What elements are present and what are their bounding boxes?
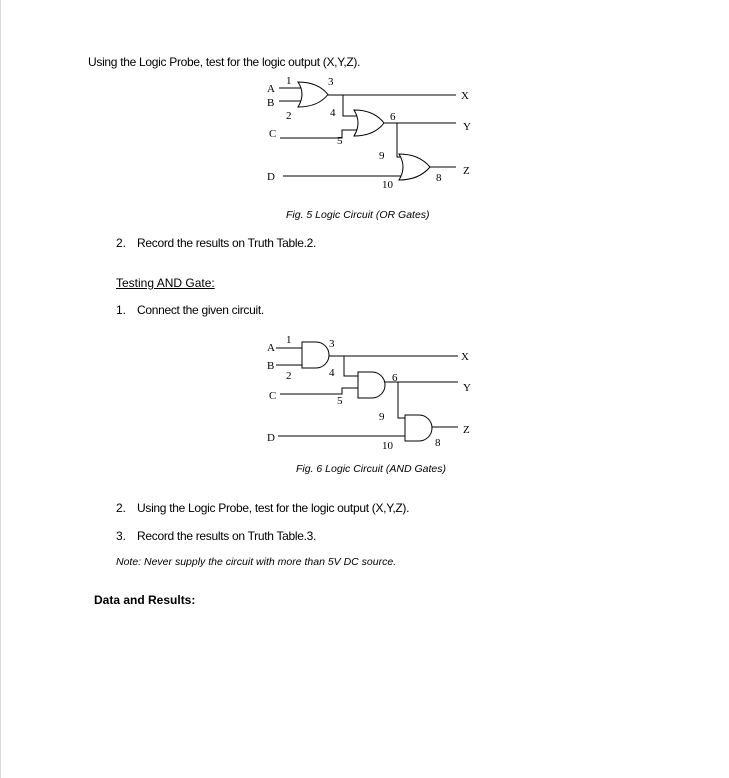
fig6-pin-8: 8 — [435, 437, 441, 449]
fig5-pin-9: 9 — [379, 150, 385, 162]
fig6-input-a: A — [267, 342, 275, 354]
fig5-or-gate-1 — [298, 82, 328, 107]
fig5-pin-6: 6 — [390, 111, 396, 123]
fig5-caption: Fig. 5 Logic Circuit (OR Gates) — [286, 209, 430, 221]
fig6-caption: Fig. 6 Logic Circuit (AND Gates) — [296, 463, 446, 475]
fig5-input-c: C — [269, 128, 277, 140]
safety-note: Note: Never supply the circuit with more than 5V DC source. — [116, 556, 397, 568]
fig5-pin-4: 4 — [330, 107, 336, 119]
fig6-output-x: X — [461, 351, 469, 363]
step-record-or-num: 2. — [116, 236, 127, 250]
fig6-pin-1: 1 — [286, 334, 292, 346]
fig5-output-x: X — [461, 90, 469, 102]
fig6-and-gate-3 — [405, 415, 432, 441]
fig5-pin-2: 2 — [286, 110, 292, 122]
fig6-pin-2: 2 — [286, 370, 292, 382]
fig6-pin-3: 3 — [329, 338, 335, 350]
fig5-input-a: A — [267, 83, 275, 95]
data-and-results-heading: Data and Results: — [94, 593, 196, 607]
fig6-output-y: Y — [463, 382, 471, 394]
fig6-input-d: D — [267, 432, 275, 444]
fig6-pin-5: 5 — [337, 395, 343, 407]
fig5-output-z: Z — [463, 165, 470, 177]
fig5-input-b: B — [267, 97, 275, 109]
fig5-pin-8: 8 — [436, 172, 442, 184]
step-record-and-num: 3. — [116, 529, 127, 543]
fig5-pin-3: 3 — [328, 76, 334, 88]
fig5-or-circuit — [260, 70, 480, 195]
step-probe-and-num: 2. — [116, 501, 127, 515]
fig6-input-b: B — [267, 360, 275, 372]
fig5-input-d: D — [267, 171, 275, 183]
fig5-pin-1: 1 — [286, 75, 292, 87]
step-connect-text: Connect the given circuit. — [137, 303, 264, 317]
fig6-pin-4: 4 — [329, 367, 335, 379]
fig5-pin-5: 5 — [337, 135, 343, 147]
step-connect-num: 1. — [116, 303, 127, 317]
intro-text: Using the Logic Probe, test for the logic output (X,Y,Z). — [88, 55, 361, 69]
fig6-pin-10: 10 — [382, 440, 393, 452]
fig6-pin-6: 6 — [392, 372, 398, 384]
step-probe-and-text: Using the Logic Probe, test for the logic output (X,Y,Z). — [137, 501, 410, 515]
fig6-output-z: Z — [463, 424, 470, 436]
step-record-or-text: Record the results on Truth Table.2. — [137, 236, 317, 250]
step-record-and-text: Record the results on Truth Table.3. — [137, 529, 317, 543]
fig6-and-circuit — [262, 332, 482, 457]
fig6-input-c: C — [269, 390, 277, 402]
page-edge — [0, 0, 1, 778]
fig6-and-gate-1 — [302, 342, 329, 368]
fig5-output-y: Y — [463, 121, 471, 133]
fig5-or-gate-2 — [354, 110, 384, 136]
fig6-and-gate-2 — [358, 372, 385, 398]
fig6-pin-9: 9 — [379, 411, 385, 423]
section-testing-and-gate: Testing AND Gate: — [116, 276, 215, 290]
fig5-pin-10: 10 — [382, 179, 393, 191]
fig5-or-gate-3 — [399, 154, 430, 180]
